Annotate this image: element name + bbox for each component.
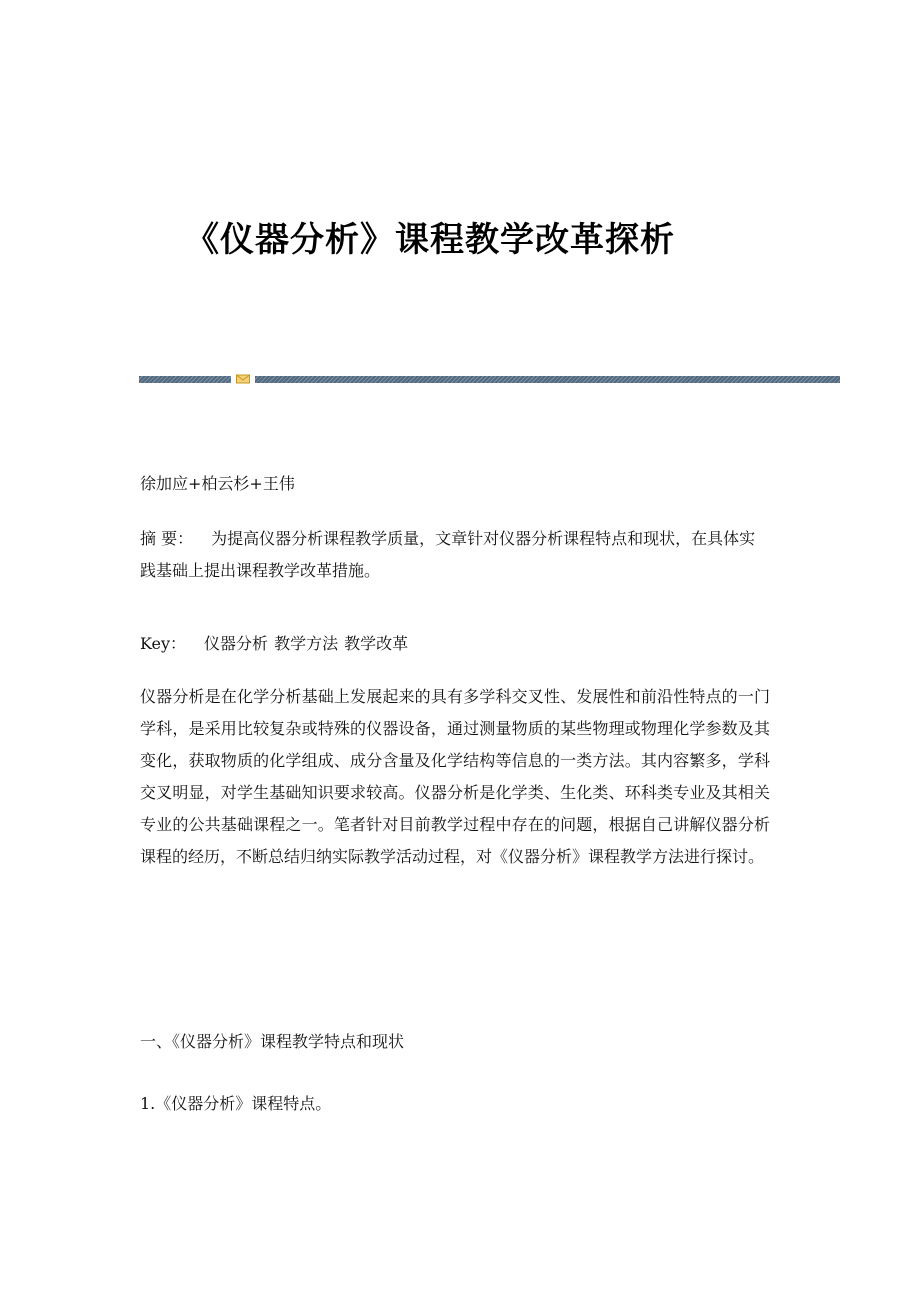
divider-bar-left: [139, 376, 231, 383]
envelope-icon: [236, 374, 250, 384]
keyword-item: 教学方法: [274, 634, 339, 653]
body-paragraph: 仪器分析是在化学分析基础上发展起来的具有多学科交叉性、发展性和前沿性特点的一门学科，是采用比较复杂或特殊的仪器设备，通过测量物质的某些物理或物理化学参数及其变化，获取物质的化学组成、成分含量及化学结构等信息的一类方法。其内容繁多，学科交叉明显，对学生基础知识要求较高。仪器分析是化学类、生化类、环科类专业及其相关专业的公共基础课程之一。笔者针对目前教学过程中存在的问题，根据自己讲解仪器分析课程的经历，不断总结归纳实际教学活动过程，对《仪器分析》课程教学方法进行探讨。: [140, 687, 770, 866]
keyword-item: 教学改革: [344, 634, 409, 653]
document-title: 《仪器分析》课程教学改革探析: [185, 220, 675, 260]
divider-bar-right: [255, 376, 840, 383]
section-heading: 一、《仪器分析》课程教学特点和现状: [140, 1032, 405, 1051]
keywords: [140, 628, 770, 660]
subsection-heading: 1.《仪器分析》课程特点。: [140, 1094, 332, 1113]
keyword-item: 仪器分析: [204, 634, 269, 653]
title-divider: [139, 374, 840, 384]
abstract-label: 摘 要：: [140, 529, 194, 548]
author-line: 徐加应+柏云杉+王伟: [140, 474, 295, 493]
abstract: [140, 523, 770, 587]
keywords-label: Key：: [140, 634, 187, 653]
abstract-text: 为提高仪器分析课程教学质量，文章针对仪器分析课程特点和现状，在具体实践基础上提出课程教学改革措施。: [140, 529, 756, 580]
